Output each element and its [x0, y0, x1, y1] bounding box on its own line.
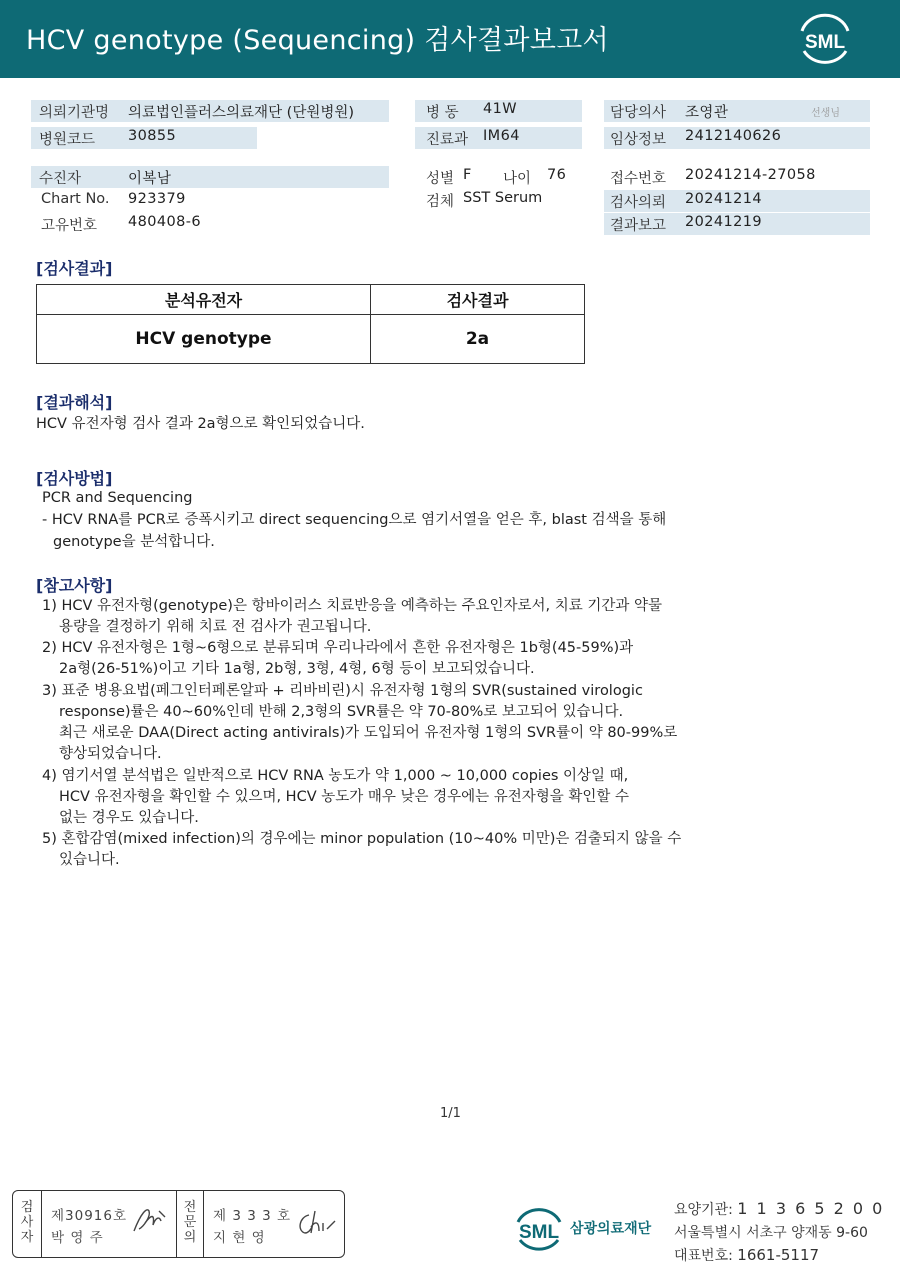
specialist-license-no: 제 3 3 3 호	[213, 1208, 292, 1224]
chart-no-field: Chart No. 923379	[41, 191, 186, 207]
result-column-header: 검사결과	[371, 285, 585, 315]
result-cell: 2a	[371, 315, 585, 364]
patient-name-value: 이복남	[128, 171, 172, 187]
report-date-field: 결과보고 20241219	[604, 213, 870, 235]
ward-field: 병 동 41W	[415, 100, 582, 122]
doctor-value: 조영관	[685, 105, 729, 121]
age-value: 76	[547, 167, 567, 183]
clinical-info-field: 임상정보 2412140626	[604, 127, 870, 149]
interpretation-text: HCV 유전자형 검사 결과 2a형으로 확인되었습니다.	[36, 416, 365, 432]
specimen-field: 검체 SST Serum	[426, 190, 543, 210]
svg-text:SML: SML	[518, 1222, 560, 1243]
note-line: 향상되었습니다.	[59, 746, 162, 762]
note-line: 3) 표준 병용요법(페그인터페론알파 + 리바비린)시 유전자형 1형의 SVR(sustained virologic	[42, 683, 643, 699]
receipt-no-value: 20241214-27058	[685, 167, 816, 183]
sml-logo-icon	[796, 13, 854, 65]
note-line: 1) HCV 유전자형(genotype)은 항바이러스 치료반응을 예측하는 주요인자로서, 치료 기간과 약물	[42, 598, 663, 614]
institution-code: 요양기관: 1 1 3 6 5 2 0 0	[674, 1199, 885, 1218]
examiner-name: 박 영 주	[51, 1230, 104, 1246]
gene-cell: HCV genotype	[37, 315, 371, 364]
page-number: 1/1	[440, 1106, 461, 1121]
request-date-value: 20241214	[685, 191, 763, 207]
request-date-field: 검사의뢰 20241214	[604, 190, 870, 212]
report-header	[0, 0, 900, 78]
unique-id-value: 480408-6	[128, 214, 202, 230]
divider	[203, 1191, 204, 1257]
footer-org-name: 삼광의료재단	[570, 1221, 652, 1237]
gene-column-header: 분석유전자	[37, 285, 371, 315]
note-line: 최근 새로운 DAA(Direct acting antivirals)가 도입되어 유전자형 1형의 SVR률이 약 80-99%로	[59, 725, 678, 741]
footer-address: 서울특별시 서초구 양재동 9-60	[674, 1225, 868, 1241]
examiner-label: 검 사 자	[20, 1200, 34, 1245]
chart-no-value: 923379	[128, 191, 186, 207]
examiner-signature-icon	[131, 1205, 171, 1237]
receipt-no-field: 접수번호 20241214-27058	[610, 167, 816, 187]
specialist-label: 전 문 의	[183, 1200, 197, 1245]
method-line: - HCV RNA를 PCR로 증폭시키고 direct sequencing으로 염기서열을 얻은 후, blast 검색을 통해	[42, 512, 667, 528]
specialist-signature-icon	[295, 1209, 339, 1239]
hospital-code-value: 30855	[128, 128, 177, 144]
specialist-name: 지 현 영	[213, 1230, 266, 1246]
notes-section-title: [참고사항]	[36, 576, 113, 595]
doctor-field: 담당의사 조영관 선생님	[604, 100, 870, 122]
institution-value: 의료법인플러스의료재단 (단원병원)	[128, 105, 355, 121]
clinical-info-value: 2412140626	[685, 128, 782, 144]
report-date-value: 20241219	[685, 214, 763, 230]
note-line: 2a형(26-51%)이고 기타 1a형, 2b형, 3형, 4형, 6형 등이 보고되었습니다.	[59, 661, 535, 677]
divider	[176, 1191, 177, 1257]
department-value: IM64	[483, 128, 520, 144]
sex-value: F	[463, 167, 472, 183]
method-line: genotype을 분석합니다.	[53, 534, 215, 550]
hospital-code-field: 병원코드 30855	[31, 127, 257, 149]
signature-box	[12, 1190, 345, 1258]
note-line: 2) HCV 유전자형은 1형~6형으로 분류되며 우리나라에서 흔한 유전자형은 1b형(45-59%)과	[42, 640, 634, 656]
note-line: 5) 혼합감염(mixed infection)의 경우에는 minor population (10~40% 미만)은 검출되지 않을 수	[42, 831, 682, 847]
note-line: 4) 염기서열 분석법은 일반적으로 HCV RNA 농도가 약 1,000 ~ 10,000 copies 이상일 때,	[42, 768, 629, 784]
method-section-title: [검사방법]	[36, 469, 113, 488]
specimen-value: SST Serum	[463, 190, 543, 206]
note-line: 용량을 결정하기 위해 치료 전 검사가 권고됩니다.	[59, 619, 372, 635]
ward-value: 41W	[483, 101, 517, 117]
note-line: 있습니다.	[59, 852, 120, 868]
results-table	[36, 284, 585, 364]
patient-name-field: 수진자 이복남	[31, 166, 389, 188]
note-line: 없는 경우도 있습니다.	[59, 810, 199, 826]
note-line: response)률은 40~60%인데 반해 2,3형의 SVR률은 약 70-80%로 보고되어 있습니다.	[59, 704, 624, 720]
footer-phone: 대표번호: 1661-5117	[674, 1246, 820, 1264]
svg-text:SML: SML	[804, 32, 846, 53]
interpretation-section-title: [결과해석]	[36, 393, 113, 412]
report-title: HCV genotype (Sequencing) 검사결과보고서	[26, 25, 609, 56]
unique-id-field: 고유번호 480408-6	[41, 214, 202, 234]
divider	[41, 1191, 42, 1257]
results-section-title: [검사결과]	[36, 259, 113, 278]
note-line: HCV 유전자형을 확인할 수 있으며, HCV 농도가 매우 낮은 경우에는 유전자형을 확인할 수	[59, 789, 630, 805]
sex-age-field: 성별 F 나이 76	[426, 167, 567, 187]
department-field: 진료과 IM64	[415, 127, 582, 149]
method-line: PCR and Sequencing	[42, 490, 193, 506]
institution-field: 의뢰기관명 의료법인플러스의료재단 (단원병원)	[31, 100, 389, 122]
sml-footer-logo-icon	[510, 1200, 568, 1258]
examiner-license-no: 제30916호	[51, 1208, 128, 1224]
